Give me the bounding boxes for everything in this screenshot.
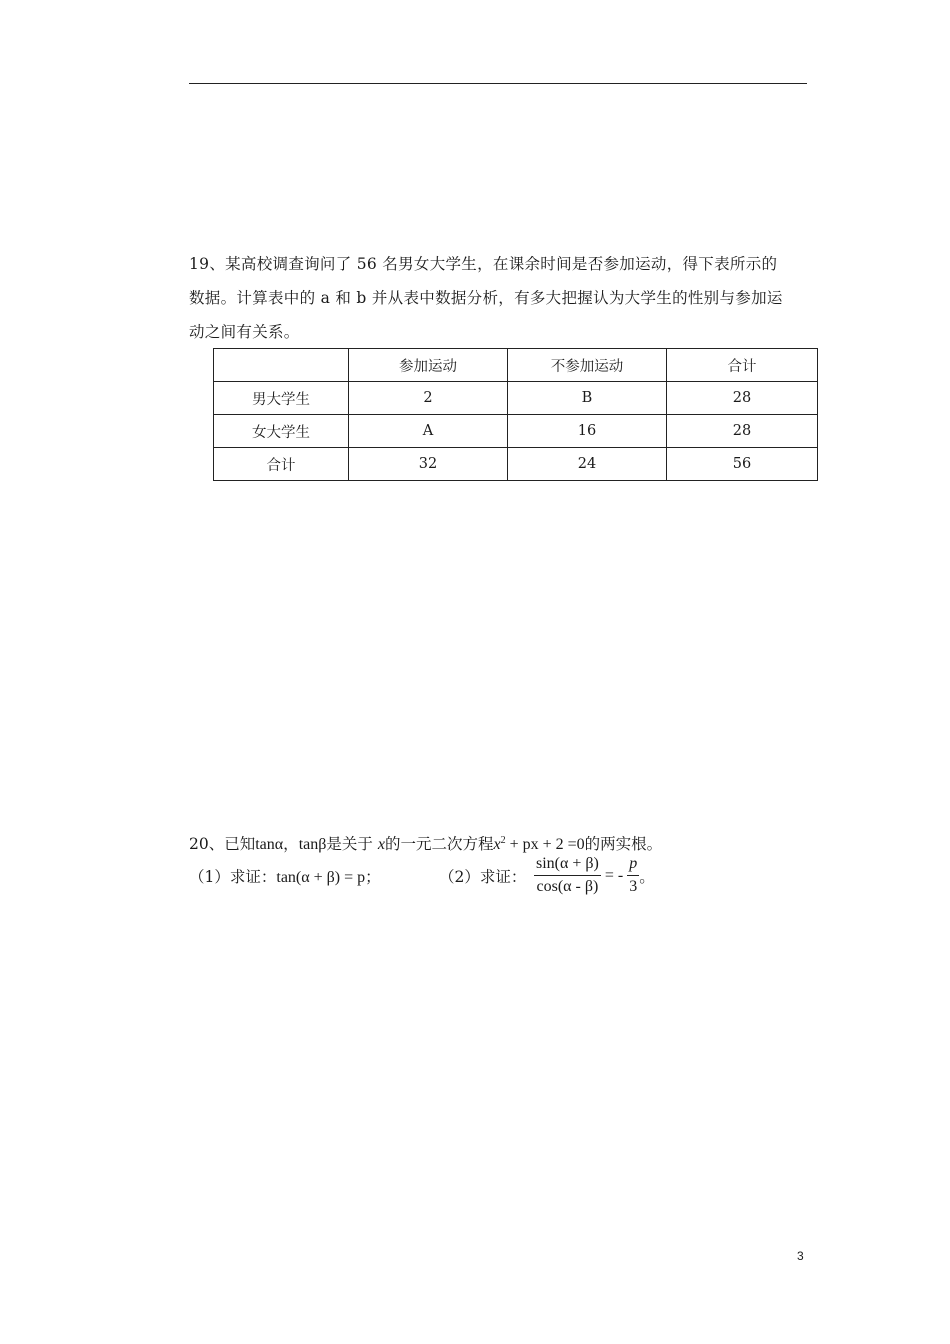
table-cell: A bbox=[349, 415, 508, 448]
rhs-fraction bbox=[627, 855, 639, 896]
q20-comma: ， bbox=[283, 835, 299, 854]
part-1-formula: tan(α + β) = p bbox=[276, 869, 366, 886]
part-1-label: （1）求证： bbox=[189, 868, 277, 886]
part-1 bbox=[189, 865, 381, 887]
q20-mid: 是关于 bbox=[326, 835, 373, 854]
question-20-parts bbox=[189, 855, 809, 905]
table-cell: 合计 bbox=[214, 448, 349, 481]
equation-x: x bbox=[493, 836, 501, 854]
table-cell: 16 bbox=[508, 415, 667, 448]
table-header-cell: 合计 bbox=[667, 349, 818, 382]
table-cell: 男大学生 bbox=[214, 382, 349, 415]
equation-rest: + px + 2 =0 bbox=[505, 836, 585, 854]
question-19-line-1: 19、某高校调查询问了 56 名男女大学生，在课余时间是否参加运动，得下表所示的 bbox=[189, 255, 778, 273]
table-header-cell: 参加运动 bbox=[349, 349, 508, 382]
table-cell: 女大学生 bbox=[214, 415, 349, 448]
table-row bbox=[214, 415, 818, 448]
part-2-formula bbox=[534, 855, 655, 896]
table-header-cell: 不参加运动 bbox=[508, 349, 667, 382]
equation-exponent: 2 bbox=[500, 835, 506, 846]
question-19-line-2: 数据。计算表中的 a 和 b 并从表中数据分析，有多大把握认为大学生的性别与参加运 bbox=[189, 289, 783, 307]
table-header-row bbox=[214, 349, 818, 382]
table-cell: 56 bbox=[667, 448, 818, 481]
table-cell: 24 bbox=[508, 448, 667, 481]
question-19-line-3: 动之间有关系。 bbox=[189, 323, 300, 341]
part-1-end: ； bbox=[365, 868, 381, 886]
part-2-end: 。 bbox=[639, 867, 655, 886]
table-row bbox=[214, 448, 818, 481]
lhs-numerator: sin(α + β) bbox=[534, 855, 601, 876]
table-cell: 2 bbox=[349, 382, 508, 415]
part-2-label: （2）求证： bbox=[439, 868, 527, 886]
q20-mid2: 的一元二次方程 bbox=[384, 835, 494, 854]
table-cell: 32 bbox=[349, 448, 508, 481]
equals-minus: = - bbox=[604, 866, 624, 884]
lhs-denominator: cos(α - β) bbox=[536, 878, 599, 895]
question-19 bbox=[189, 247, 809, 349]
lhs-fraction bbox=[534, 855, 601, 896]
q20-suffix: 的两实根。 bbox=[584, 835, 663, 854]
rhs-denominator: 3 bbox=[629, 878, 638, 895]
table-row bbox=[214, 382, 818, 415]
rhs-numerator: p bbox=[627, 855, 639, 876]
tan-beta: tanβ bbox=[298, 836, 327, 854]
survey-table bbox=[213, 348, 818, 481]
tan-alpha: tanα bbox=[255, 836, 284, 854]
table-cell: B bbox=[508, 382, 667, 415]
table-header-cell bbox=[214, 349, 349, 382]
variable-x: x bbox=[377, 836, 385, 854]
table-cell: 28 bbox=[667, 415, 818, 448]
header-rule bbox=[189, 83, 807, 84]
q20-prefix: 20、已知 bbox=[189, 835, 256, 854]
table-cell: 28 bbox=[667, 382, 818, 415]
page-number: 3 bbox=[797, 1249, 804, 1263]
